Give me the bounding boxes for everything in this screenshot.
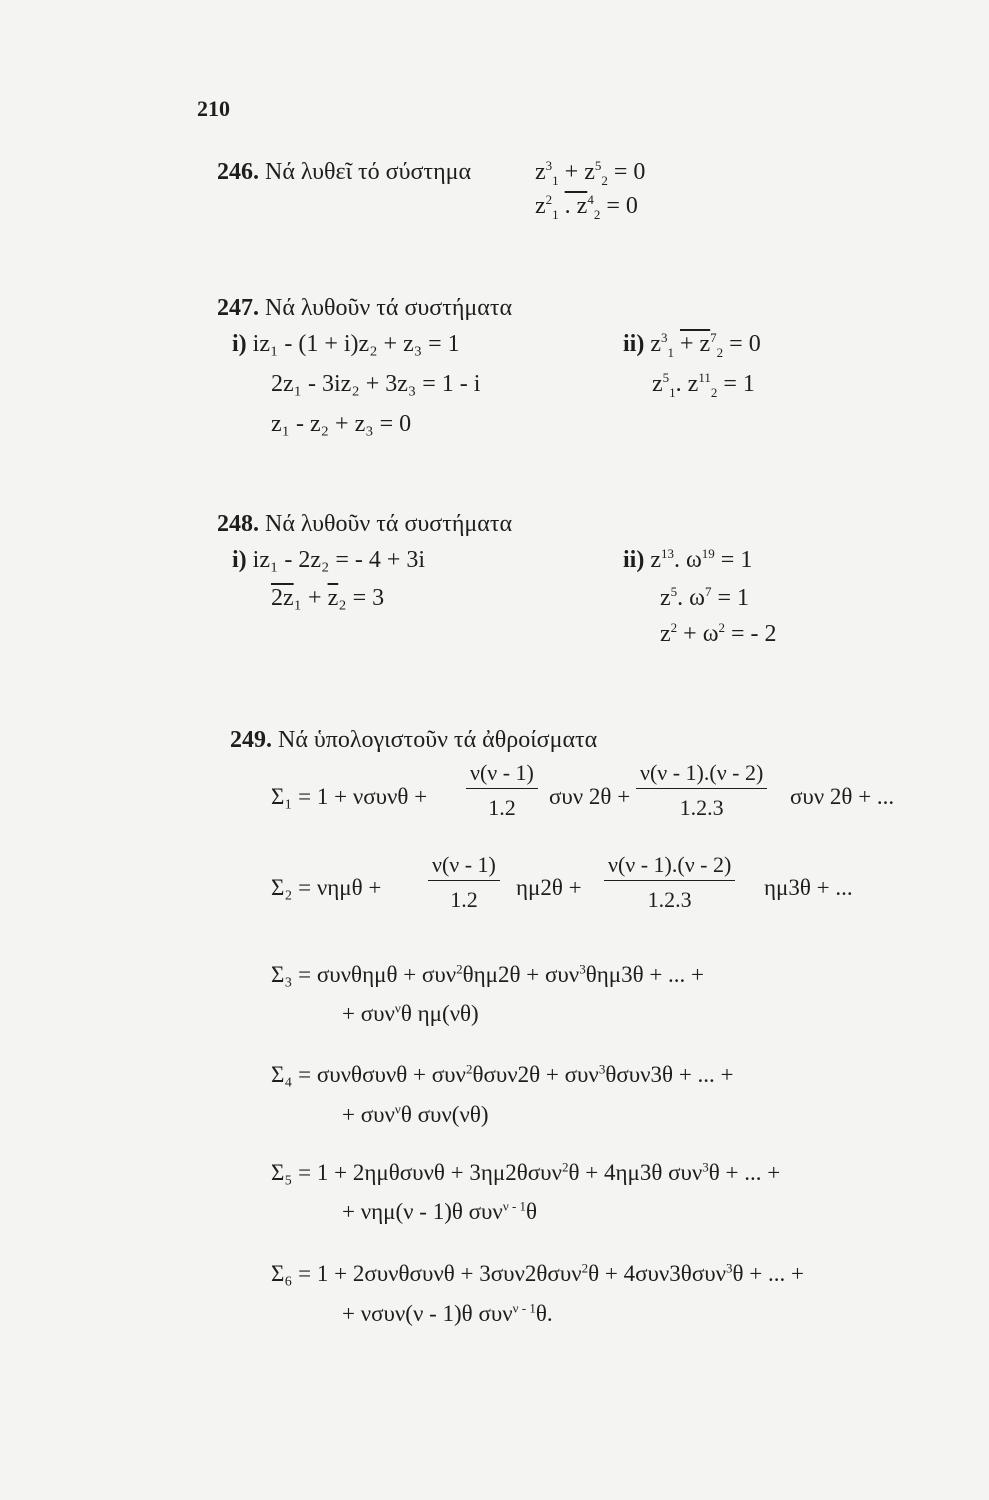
sigma-5-line-2: [342, 1200, 537, 1223]
part-label: i): [232, 547, 247, 573]
text: θημ3θ + ... +: [585, 962, 705, 987]
exponent: 7: [710, 330, 717, 345]
sigma-5-line-1: [271, 1161, 780, 1184]
exponent: 2: [670, 620, 678, 635]
exponent: 2: [581, 1260, 589, 1276]
term: . ω: [673, 547, 702, 573]
equation: iz₁ - (1 + i)z₂ + z₃ = 1: [252, 331, 460, 357]
rhs: = 0: [606, 193, 638, 219]
problem-text: Νά λυθοῦν τά συστήματα: [265, 511, 513, 537]
exponent: 5: [670, 584, 678, 599]
subscript: 1: [552, 172, 559, 188]
numerator: ν(ν - 1).(ν - 2): [636, 760, 767, 789]
part-label: i): [232, 331, 247, 357]
denominator: 1.2.3: [679, 795, 724, 820]
denominator: 1.2: [488, 795, 516, 820]
numerator: ν(ν - 1).(ν - 2): [604, 852, 735, 881]
exponent: 3: [660, 330, 668, 345]
text: θσυν3θ + ... +: [605, 1062, 734, 1087]
problem-text: Νά ὑπολογιστοῦν τά ἀθροίσματα: [278, 727, 598, 753]
sigma-6-line-2: [342, 1302, 553, 1325]
exponent: 2: [465, 1061, 473, 1077]
rhs: = 1: [720, 547, 753, 573]
system-247-i-line2: 2z₁ - 3iz₂ + 3z₃ = 1 - i: [271, 371, 481, 397]
term: . ω: [677, 585, 705, 611]
problem-246-statement: [217, 160, 471, 184]
equation: iz₁ - 2z₂ = - 4 + 3i: [252, 547, 426, 573]
exponent: 3: [726, 1260, 733, 1276]
sigma-4-line-2: [342, 1103, 489, 1126]
sigma-6-line-1: [271, 1262, 804, 1285]
page-number: 210: [197, 96, 230, 121]
exponent: 4: [587, 192, 594, 207]
numerator: ν(ν - 1): [428, 852, 500, 881]
text: θσυν2θ + συν: [472, 1062, 599, 1087]
sigma-2-fraction-2: [604, 852, 735, 913]
sigma-1-fraction-2: [636, 760, 767, 821]
text: θ.: [535, 1301, 553, 1326]
text: + νσυν(ν - 1)θ συν: [342, 1301, 513, 1326]
denominator: 1.2.3: [647, 887, 692, 912]
system-248-i-line2: [271, 586, 384, 610]
var: z: [652, 371, 663, 397]
system-248-ii-line1: [623, 548, 752, 572]
var: z: [650, 547, 661, 573]
text: θ συν(νθ): [400, 1102, 489, 1127]
text: Σ₆ = 1 + 2συνθσυνθ + 3συν2θσυν: [271, 1261, 582, 1286]
exponent: 2: [545, 192, 553, 207]
sigma-4-line-1: [271, 1063, 734, 1086]
equation-246-1: [535, 158, 646, 188]
text: Σ₅ = 1 + 2ημθσυνθ + 3ημ2θσυν: [271, 1160, 562, 1185]
exponent: 2: [718, 620, 725, 635]
term: ₁ +: [293, 585, 328, 611]
text: θ ημ(νθ): [400, 1001, 479, 1026]
sigma-2-mid: ημ2θ +: [516, 875, 582, 900]
problem-249-statement: [230, 728, 597, 752]
var: $\overline{z}$: [327, 585, 339, 611]
rhs: = 0: [729, 331, 761, 357]
text: θημ2θ + συν: [462, 962, 580, 987]
subscript: 2: [710, 384, 718, 400]
text: Σ₄ = συνθσυνθ + συν: [271, 1062, 466, 1087]
system-247-ii-line1: [623, 330, 761, 360]
exponent: 5: [662, 370, 670, 385]
text: θ + 4ημ3θ συν: [568, 1160, 703, 1185]
rhs: = 1: [717, 585, 749, 611]
text: + συν: [342, 1001, 395, 1026]
term: + ω: [683, 621, 719, 647]
term: . z: [564, 193, 588, 219]
text: θ + ... +: [708, 1160, 781, 1185]
exponent: ν - 1: [502, 1198, 527, 1214]
text: θ: [526, 1199, 538, 1224]
term: + z: [564, 159, 595, 185]
sigma-2-fraction-1: [428, 852, 500, 913]
term: . z: [675, 371, 699, 397]
numerator: ν(ν - 1): [466, 760, 538, 789]
problem-number: 246.: [217, 159, 259, 185]
var: z: [535, 159, 546, 185]
subscript: 2: [593, 206, 601, 222]
sigma-2-lhs: Σ₂ = νημθ +: [271, 875, 382, 900]
text: Σ₃ = συνθημθ + συν: [271, 962, 457, 987]
problem-number: 248.: [217, 511, 259, 537]
problem-text: Νά λυθεῖ τό σύστημα: [265, 159, 472, 185]
exponent: 3: [598, 1061, 606, 1077]
problem-text: Νά λυθοῦν τά συστήματα: [265, 295, 513, 321]
text: + νημ(ν - 1)θ συν: [342, 1199, 503, 1224]
sigma-3-line-2: [342, 1002, 479, 1025]
sigma-2-end: ημ3θ + ...: [764, 875, 853, 900]
problem-number: 249.: [230, 727, 272, 753]
exponent: 11: [698, 370, 711, 385]
term: + z: [679, 331, 711, 357]
problem-247-statement: [217, 296, 512, 320]
system-247-i-line3: z₁ - z₂ + z₃ = 0: [271, 411, 412, 437]
exponent: 13: [660, 546, 674, 561]
var: z: [535, 193, 546, 219]
sigma-1-end: συν 2θ + ...: [790, 784, 895, 809]
text: + συν: [342, 1102, 395, 1127]
var: z: [660, 621, 671, 647]
problem-248-statement: [217, 512, 512, 536]
subscript: 1: [667, 344, 674, 360]
subscript: 2: [716, 344, 724, 360]
sigma-1-fraction-1: [466, 760, 538, 821]
system-248-ii-line3: [660, 622, 777, 646]
part-label: ii): [623, 331, 645, 357]
system-247-ii-line2: [652, 370, 755, 400]
sigma-3-line-1: [271, 963, 704, 986]
exponent: 3: [702, 1159, 709, 1175]
exponent: ν - 1: [512, 1300, 536, 1316]
system-248-ii-line2: [660, 586, 749, 610]
exponent: 2: [456, 961, 463, 977]
exponent: 3: [579, 961, 586, 977]
var: z: [650, 331, 661, 357]
exponent: 5: [594, 158, 602, 173]
subscript: 1: [552, 206, 559, 222]
exponent: 2: [561, 1159, 569, 1175]
exponent: ν: [394, 1000, 401, 1016]
system-248-i-line1: [232, 548, 425, 572]
part-label: ii): [623, 547, 645, 573]
denominator: 1.2: [450, 887, 478, 912]
coef-var: 2z: [271, 585, 294, 611]
var: z: [660, 585, 671, 611]
system-247-i-line1: [232, 332, 460, 356]
exponent: 19: [701, 546, 715, 561]
sigma-1-lhs: Σ₁ = 1 + νσυνθ +: [271, 784, 428, 809]
rhs: = 0: [613, 159, 646, 185]
rhs: = 1: [723, 371, 755, 397]
subscript: 2: [601, 172, 608, 188]
text: θ + 4συν3θσυν: [588, 1261, 727, 1286]
exponent: 3: [545, 158, 553, 173]
text: θ + ... +: [732, 1261, 804, 1286]
rhs: = - 2: [731, 621, 777, 647]
problem-number: 247.: [217, 295, 259, 321]
equation-246-2: [535, 192, 638, 222]
sigma-1-mid: συν 2θ +: [549, 784, 631, 809]
exponent: ν: [394, 1101, 401, 1117]
rhs: ₂ = 3: [338, 585, 385, 611]
exponent: 7: [704, 584, 712, 599]
subscript: 1: [669, 384, 676, 400]
